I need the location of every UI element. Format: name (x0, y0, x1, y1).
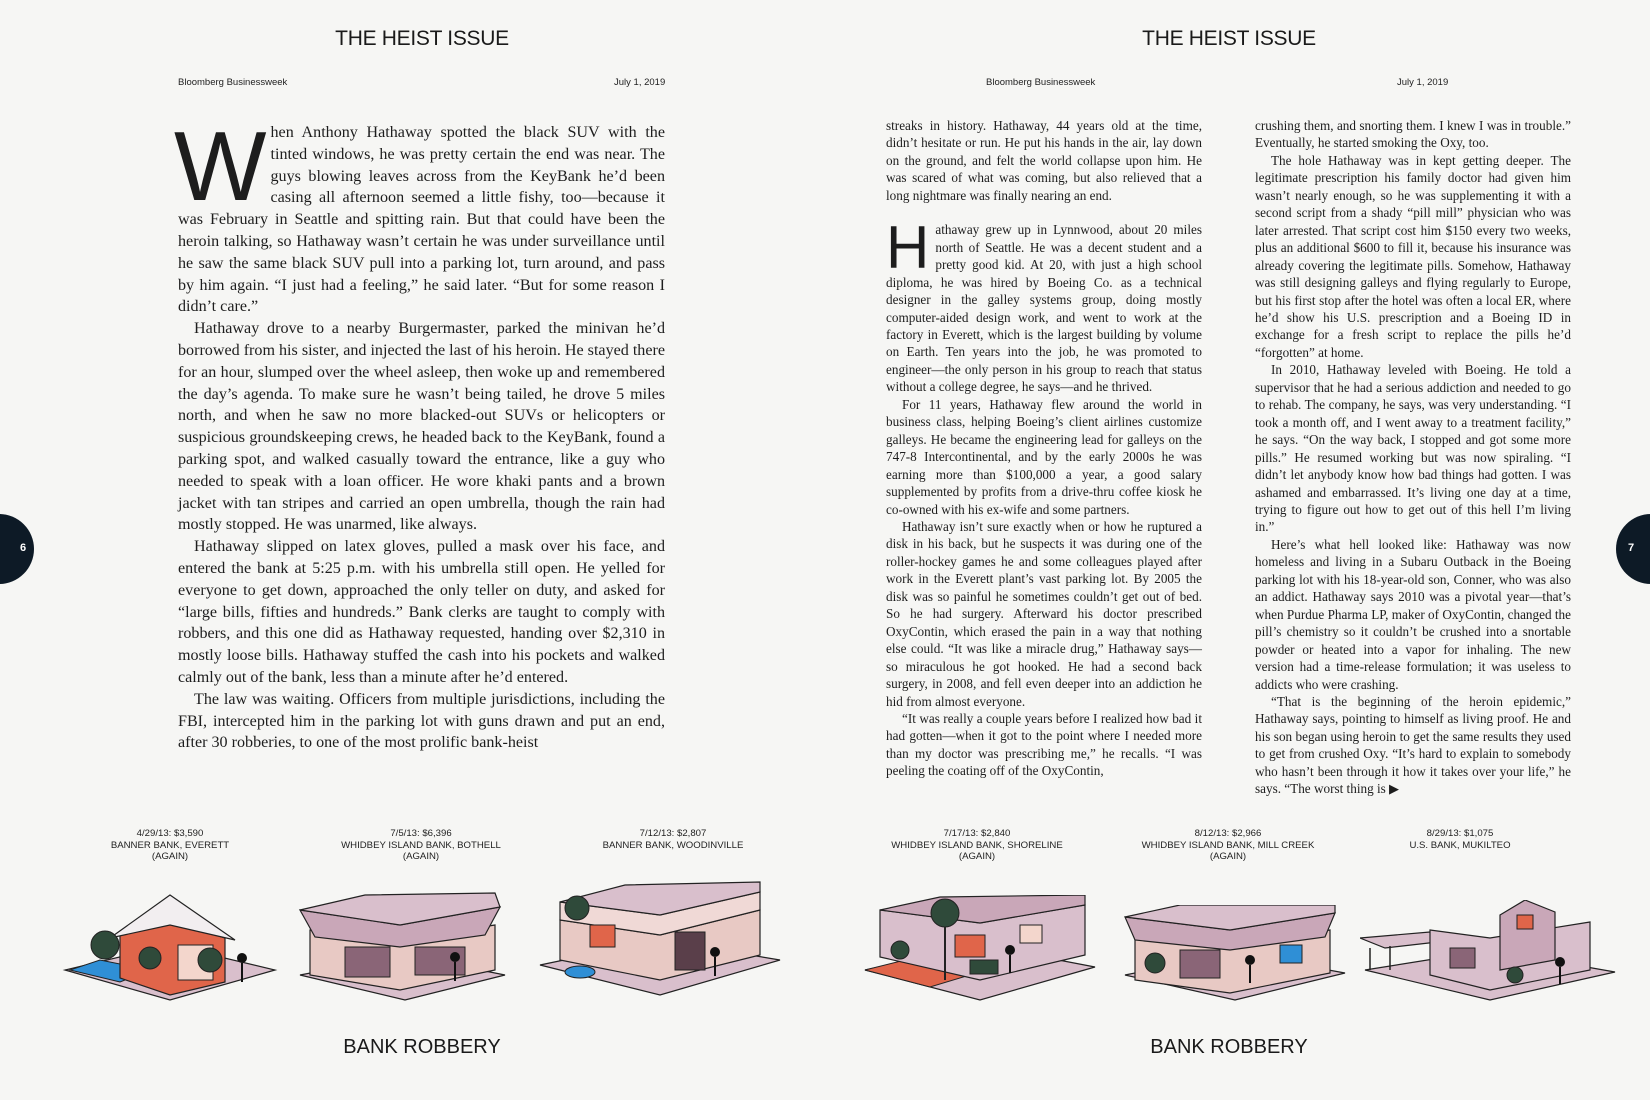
caption-bank-name: WHIDBEY ISLAND BANK, MILL CREEK (1141, 839, 1315, 851)
left-footer-title: BANK ROBBERY (343, 1036, 501, 1058)
right-publication-name: Bloomberg Businessweek (986, 77, 1096, 88)
bank-caption (573, 828, 773, 851)
article-paragraph: “That is the beginning of the heroin epidemic,” Hathaway says, pointing to himself as living proof. He and his son began using heroin to get the same results they used to get from crushed Oxy. “It’s hard to explain to somebody who hasn’t been through it how it takes over your life,” he says. “The worst thing is ▶ (1255, 693, 1571, 797)
bank-illustration-whidbey-mill-creek (1120, 905, 1350, 1005)
article-paragraph: Hathaway drove to a nearby Burgermaster, parked the minivan he’d borrowed from his sister, and injected the last of his heroin. He stayed there for an hour, slumped over the wheel asleep, then woke up and remembered the day’s agenda. To make sure he wasn’t being tailed, he drove 5 miles north, and when he saw no more blacked-out SUVs or helicopters or suspicious groundskeeping crews, he headed back to the KeyBank, found a parking spot, and walked casually toward the entrance, like a guy who needed to speak with a loan officer. He wore khaki pants and a brown jacket with tan stripes and carried an open umbrella, though the rain had mostly stopped. He was unarmed, like always. (178, 320, 665, 534)
drop-cap-h: H (886, 214, 930, 282)
article-paragraph: The hole Hathaway was in kept getting deeper. The legitimate prescription his family doctor had given him wasn’t nearly enough, so he was supplementing it with a second script from a shady “pill mill” physician who was later arrested. That script cost him $150 every two weeks, plus an additional $600 to fill it, because his insurance was already covering the legitimate pills. Somehow, Hathaway was still designing galleys and flying regularly to Europe, but his first stop after the hotel was often a local ER, where he’d show his U.S. prescription and a Boeing ID in exchange for a fresh script to replace the pills he’d “forgotten” at home. (1255, 152, 1571, 360)
left-page-number: 6 (19, 542, 27, 554)
right-issue-title: THE HEIST ISSUE (1142, 27, 1316, 50)
left-issue-date: July 1, 2019 (614, 77, 666, 88)
caption-date-amount: 7/12/13: $2,807 (639, 828, 707, 839)
left-issue-title: THE HEIST ISSUE (335, 27, 509, 50)
left-page-number-tab (0, 514, 34, 584)
article-paragraph: Hathaway isn’t sure exactly when or how he ruptured a disk in his back, but he suspects it was during one of the roller-hockey games he and some colleagues played after work in the Everett plant’s vast parking lot. By 2005 the disk was so painful he sometimes couldn’t get out of bed. So he had surgery. Afterward his doctor prescribed OxyContin, which erased the pain in a way that nothing else could. “It was like a miracle drug,” Hathaway says—so miraculous he got hooked. He had a second back surgery, in 2008, and fell even deeper into an addiction he hid from almost everyone. (886, 518, 1202, 709)
article-paragraph: crushing them, and snorting them. I knew I was in trouble.” Eventually, he started smoking the Oxy, too. (1255, 118, 1571, 151)
caption-date-amount: 8/12/13: $2,966 (1194, 828, 1262, 839)
caption-bank-name: WHIDBEY ISLAND BANK, SHORELINE (891, 839, 1063, 851)
bank-caption (70, 828, 270, 863)
caption-bank-name: WHIDBEY ISLAND BANK, BOTHELL (341, 839, 501, 851)
article-paragraph: In 2010, Hathaway leveled with Boeing. He told a supervisor that he had a serious addiction and needed to go to rehab. The company, he says, was very understanding. “I took a month off, and I went away to a treatment facility,” he says. “On the way back, I stopped and got some more pills.” He resumed working but was now spiraling. “I didn’t let anybody know how bad things had gotten. I was ashamed and embarrassed. It’s living one day at a time, trying to figure out how to get out of this hell I’m living in.” (1255, 362, 1571, 535)
bank-caption (321, 828, 521, 863)
right-article-column-2 (1255, 117, 1571, 798)
caption-note: (AGAIN) (151, 851, 189, 862)
drop-cap-w: W (174, 111, 263, 221)
article-paragraph (886, 214, 1202, 396)
bank-illustration-us-bank-mukilteo (1360, 900, 1620, 1005)
caption-note: (AGAIN) (1209, 851, 1247, 862)
right-page-number-tab (1616, 514, 1650, 584)
bank-illustration-whidbey-shoreline (860, 895, 1100, 1005)
caption-date-amount: 7/5/13: $6,396 (390, 828, 452, 839)
left-article-column (174, 111, 665, 754)
article-paragraph: The law was waiting. Officers from multiple jurisdictions, including the FBI, intercepted him in the parking lot with guns drawn and put an end, after 30 robberies, to one of the most prolific bank-heist (178, 690, 665, 752)
caption-date-amount: 8/29/13: $1,075 (1426, 828, 1494, 839)
caption-bank-name: BANNER BANK, EVERETT (110, 839, 230, 851)
bank-illustration-whidbey-bothell (295, 885, 510, 1005)
bank-illustration-banner-everett (60, 890, 280, 1010)
right-article-column-1 (886, 117, 1202, 780)
bank-caption (1360, 828, 1560, 851)
article-paragraph: streaks in history. Hathaway, 44 years old at the time, didn’t hesitate or run. He put his hands in the air, lay down on the ground, and felt the world collapse upon him. He was scared of what was coming, but also relieved that a long nightmare was finally nearing an end. (886, 118, 1202, 203)
right-footer-title: BANK ROBBERY (1150, 1036, 1308, 1058)
article-paragraph: hen Anthony Hathaway spotted the black SUV with the tinted windows, he was pretty certain the end was near. The guys blowing leaves across from the KeyBank he’d been casing all afternoon seemed a little fishy, too—because it was February in Seattle and spitting rain. But that could have been the heroin talking, so Hathaway wasn’t certain he was under surveillance until he saw the same black SUV pull into a parking lot, turn around, and pass by him again. “I just had a feeling,” he said later. “But for some reason I didn’t care.” (178, 124, 665, 316)
article-paragraph: For 11 years, Hathaway flew around the world in business class, helping Boeing’s client airlines customize galleys. He became the engineering lead for galleys on the 747-8 Intercontinental, and by the early 2000s he was earning more than $100,000 a year, a good salary supplemented by profits from a drive-thru coffee kiosk he co-owned with his ex-wife and some partners. (886, 396, 1202, 517)
right-page-number: 7 (1627, 542, 1635, 554)
caption-date-amount: 4/29/13: $3,590 (136, 828, 204, 839)
caption-date-amount: 7/17/13: $2,840 (943, 828, 1011, 839)
caption-bank-name: U.S. BANK, MUKILTEO (1409, 839, 1511, 851)
article-paragraph: Here’s what hell looked like: Hathaway was now homeless and living in a Subaru Outback in the Boeing parking lot with his 18-year-old son, Conner, who was also an addict. Hathaway says 2010 was a pivotal year—that’s when Purdue Pharma LP, maker of OxyContin, changed the pill’s chemistry so it couldn’t be crushed into a snortable powder or heated into a vapor for inhaling. The new version had a time-release formulation; it was useless to addicts who were crashing. (1255, 536, 1571, 692)
bank-caption (1128, 828, 1328, 863)
caption-note: (AGAIN) (402, 851, 440, 862)
article-paragraph: “It was really a couple years before I realized how bad it had gotten—when it got to the point where I needed more than my doctor was prescribing me,” he recalls. “I was peeling the coating off of the OxyContin, (886, 710, 1202, 779)
article-paragraph-text: athaway grew up in Lynnwood, about 20 miles north of Seattle. He was a decent student and a pretty good kid. At 20, with just a high school diploma, he was hired by Boeing Co. as a technical designer in the galley systems group, doing mostly computer-aided design work, and went to work at the factory in Everett, which is the largest building by volume on Earth. Ten years into the job, he was promoted to engineer—the only person in his group to reach that status without a college degree, he says—and he thrived. (886, 222, 1202, 395)
left-publication-name: Bloomberg Businessweek (178, 77, 288, 88)
bank-caption (877, 828, 1077, 863)
bank-illustration-banner-woodinville (535, 880, 785, 1000)
caption-note: (AGAIN) (958, 851, 996, 862)
right-issue-date: July 1, 2019 (1397, 77, 1449, 88)
caption-bank-name: BANNER BANK, WOODINVILLE (602, 839, 744, 851)
article-paragraph: Hathaway slipped on latex gloves, pulled a mask over his face, and entered the bank at 5:25 p.m. with his umbrella still open. He yelled for everyone to get down, approached the only teller on duty, and asked for “large bills, fifties and hundreds.” Bank clerks are taught to comply with robbers, and this one did as Hathaway requested, handing over $2,310 in mostly loose bills. Hathaway stuffed the cash into his pockets and walked calmly out of the bank, less than a minute after he’d entered. (178, 538, 665, 686)
